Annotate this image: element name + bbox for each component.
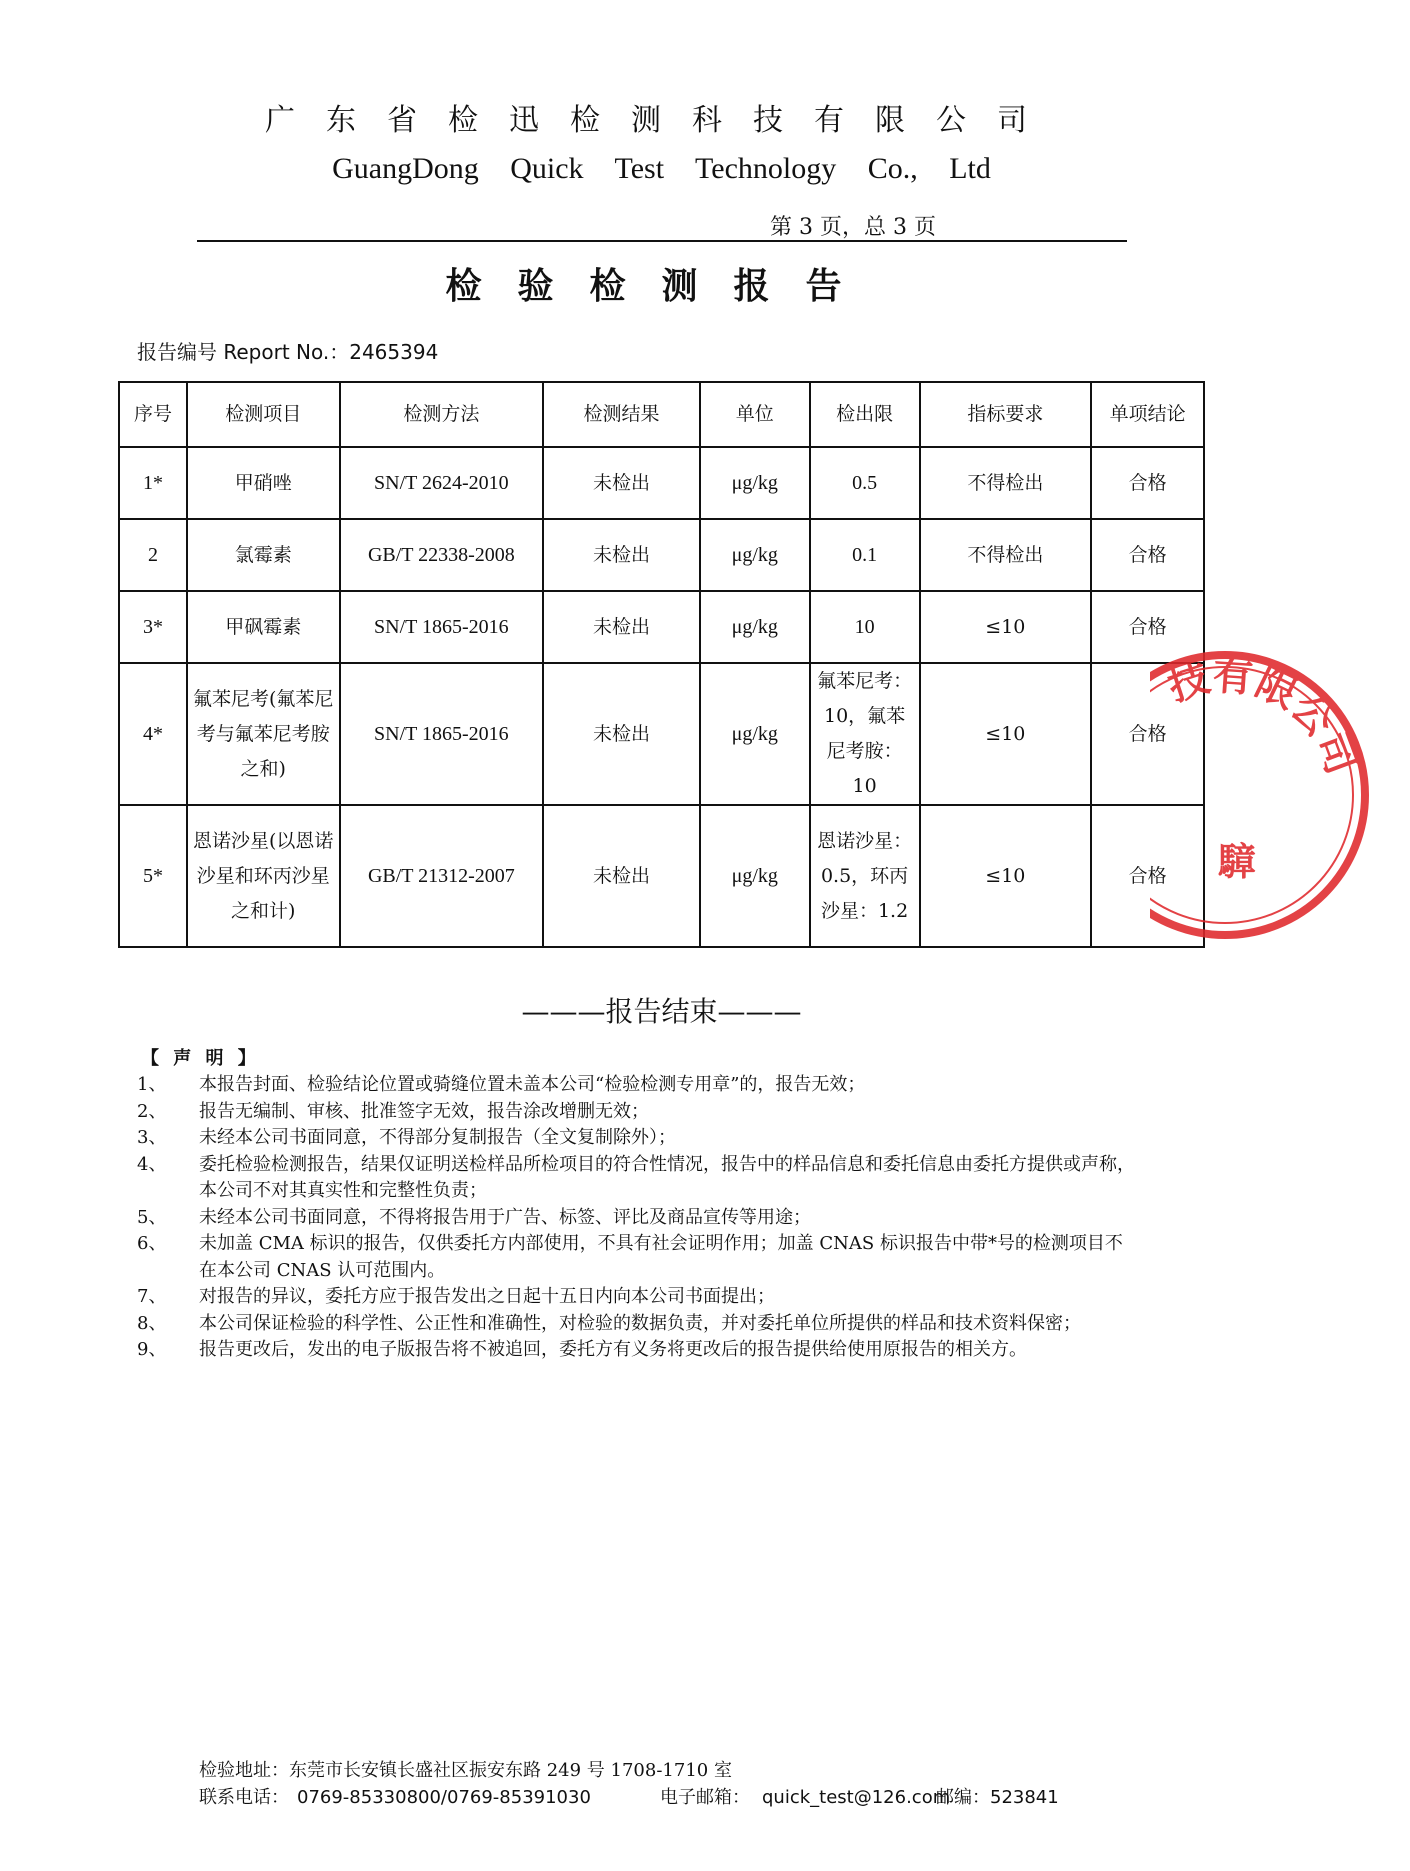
email-value: quick_test@126.com <box>762 1787 951 1808</box>
declaration-number: 7、 <box>137 1286 167 1307</box>
cell-item: 氟苯尼考(氟苯尼考与氟苯尼考胺之和) <box>187 663 340 805</box>
seal-partial-text: 騿 <box>1218 839 1257 884</box>
declaration-item <box>137 1205 1137 1232</box>
header-divider <box>197 240 1127 242</box>
declaration-number: 1、 <box>137 1074 167 1095</box>
table-row <box>119 519 1204 591</box>
cell-unit: μg/kg <box>700 447 810 519</box>
cell-unit: μg/kg <box>700 519 810 591</box>
cell-limit: 10 <box>810 591 920 663</box>
address-label: 检验地址： <box>199 1760 289 1781</box>
phone-label: 联系电话： <box>199 1787 289 1808</box>
cell-limit: 氟苯尼考：10，氟苯尼考胺：10 <box>810 663 920 805</box>
declaration-text: 报告无编制、审核、批准签字无效，报告涂改增删无效； <box>199 1100 649 1122</box>
cell-unit: μg/kg <box>700 663 810 805</box>
declaration-item <box>137 1152 1137 1205</box>
cell-requirement: ≤10 <box>920 663 1092 805</box>
results-table <box>118 381 1205 948</box>
cell-result: 未检出 <box>543 663 700 805</box>
cell-result: 未检出 <box>543 447 700 519</box>
cell-limit: 0.5 <box>810 447 920 519</box>
cell-method: SN/T 2624-2010 <box>340 447 544 519</box>
cell-requirement: ≤10 <box>920 591 1092 663</box>
header-cell: 检测项目 <box>187 382 340 447</box>
cell-conclusion: 合格 <box>1091 519 1204 591</box>
report-number-value: 2465394 <box>349 340 439 364</box>
cell-conclusion: 合格 <box>1091 591 1204 663</box>
report-title: 检验检测报告 <box>445 265 878 307</box>
header-cell: 检出限 <box>810 382 920 447</box>
cell-item: 甲硝唑 <box>187 447 340 519</box>
postcode-value: 523841 <box>990 1787 1059 1808</box>
cell-no: 5* <box>119 805 187 947</box>
report-number <box>137 336 438 365</box>
declaration-text: 未经本公司书面同意，不得将报告用于广告、标签、评比及商品宣传等用途； <box>199 1206 811 1228</box>
declaration-item <box>137 1284 1137 1311</box>
declaration-item <box>137 1072 1137 1099</box>
cell-result: 未检出 <box>543 805 700 947</box>
header-cell: 单项结论 <box>1091 382 1204 447</box>
cell-no: 2 <box>119 519 187 591</box>
cell-item: 恩诺沙星(以恩诺沙星和环丙沙星之和计) <box>187 805 340 947</box>
postcode-label: 邮编： <box>936 1787 990 1808</box>
header-cell: 单位 <box>700 382 810 447</box>
company-name-cn: 广东省检迅检测科技有限公司 <box>265 103 1058 138</box>
declaration-text: 本报告封面、检验结论位置或骑缝位置未盖本公司“检验检测专用章”的，报告无效； <box>199 1074 866 1095</box>
footer-contact-row <box>199 1784 1059 1811</box>
report-number-label: 报告编号 Report No.： <box>137 340 350 364</box>
cell-requirement: 不得检出 <box>920 519 1092 591</box>
cell-limit: 恩诺沙星：0.5，环丙沙星：1.2 <box>810 805 920 947</box>
page-info: 第 3 页，总 3 页 <box>770 215 936 240</box>
declaration-number: 2、 <box>137 1100 167 1122</box>
company-name-en: GuangDong Quick Test Technology Co., Ltd <box>332 152 991 185</box>
cell-conclusion: 合格 <box>1091 447 1204 519</box>
cell-method: SN/T 1865-2016 <box>340 663 544 805</box>
declaration-text: 对报告的异议，委托方应于报告发出之日起十五日内向本公司书面提出； <box>199 1286 775 1307</box>
declaration-item <box>137 1099 1137 1126</box>
address-value: 东莞市长安镇长盛社区振安东路 249 号 1708-1710 室 <box>289 1760 732 1781</box>
table-row <box>119 805 1204 947</box>
declaration-item <box>137 1231 1137 1284</box>
email-label: 电子邮箱： <box>660 1787 750 1808</box>
cell-item: 氯霉素 <box>187 519 340 591</box>
cell-conclusion: 合格 <box>1091 805 1204 947</box>
cell-item: 甲砜霉素 <box>187 591 340 663</box>
cell-requirement: 不得检出 <box>920 447 1092 519</box>
declaration-text: 本公司保证检验的科学性、公正性和准确性，对检验的数据负责，并对委托单位所提供的样品和技术资料保密； <box>199 1312 1081 1334</box>
cell-unit: μg/kg <box>700 591 810 663</box>
cell-result: 未检出 <box>543 591 700 663</box>
cell-result: 未检出 <box>543 519 700 591</box>
cell-method: GB/T 22338-2008 <box>340 519 544 591</box>
header-cell: 序号 <box>119 382 187 447</box>
cell-method: SN/T 1865-2016 <box>340 591 544 663</box>
declaration-text: 未加盖 CMA 标识的报告，仅供委托方内部使用，不具有社会证明作用；加盖 CNAS 标识报告中带*号的检测项目不在本公司 CNAS 认可范围内。 <box>199 1233 1123 1281</box>
declaration-list <box>137 1072 1137 1364</box>
table-row <box>119 663 1204 805</box>
declaration-text: 未经本公司书面同意，不得部分复制报告（全文复制除外）； <box>199 1127 676 1148</box>
table-row <box>119 447 1204 519</box>
footer <box>199 1757 1059 1811</box>
cell-no: 3* <box>119 591 187 663</box>
declaration-item <box>137 1311 1137 1338</box>
report-end-mark: ———报告结束——— <box>521 995 802 1028</box>
declaration-number: 8、 <box>137 1312 167 1334</box>
cell-requirement: ≤10 <box>920 805 1092 947</box>
footer-address-row <box>199 1757 1059 1784</box>
cell-no: 1* <box>119 447 187 519</box>
declaration-number: 9、 <box>137 1339 167 1360</box>
declaration-item <box>137 1337 1137 1364</box>
company-seal-stamp <box>1150 645 1410 945</box>
declaration-text: 报告更改后，发出的电子版报告将不被追回，委托方有义务将更改后的报告提供给使用原报告的相关方。 <box>199 1339 1027 1360</box>
cell-conclusion: 合格 <box>1091 663 1204 805</box>
phone-value: 0769-85330800/0769-85391030 <box>297 1787 591 1808</box>
header-cell: 检测方法 <box>340 382 544 447</box>
cell-method: GB/T 21312-2007 <box>340 805 544 947</box>
declaration-title: 【 声 明 】 <box>141 1048 260 1069</box>
cell-unit: μg/kg <box>700 805 810 947</box>
declaration-number: 4、 <box>137 1153 167 1175</box>
table-header-row <box>119 382 1204 447</box>
declaration-number: 6、 <box>137 1233 167 1254</box>
declaration-number: 3、 <box>137 1127 167 1148</box>
cell-limit: 0.1 <box>810 519 920 591</box>
seal-text: 技有限公司 <box>1162 651 1366 781</box>
header-cell: 指标要求 <box>920 382 1092 447</box>
declaration-text: 委托检验检测报告，结果仅证明送检样品所检项目的符合性情况，报告中的样品信息和委托信息由委托方提供或声称，本公司不对其真实性和完整性负责； <box>199 1153 1135 1201</box>
table-row <box>119 591 1204 663</box>
declaration-item <box>137 1125 1137 1152</box>
header-cell: 检测结果 <box>543 382 700 447</box>
declaration-number: 5、 <box>137 1206 167 1228</box>
cell-no: 4* <box>119 663 187 805</box>
